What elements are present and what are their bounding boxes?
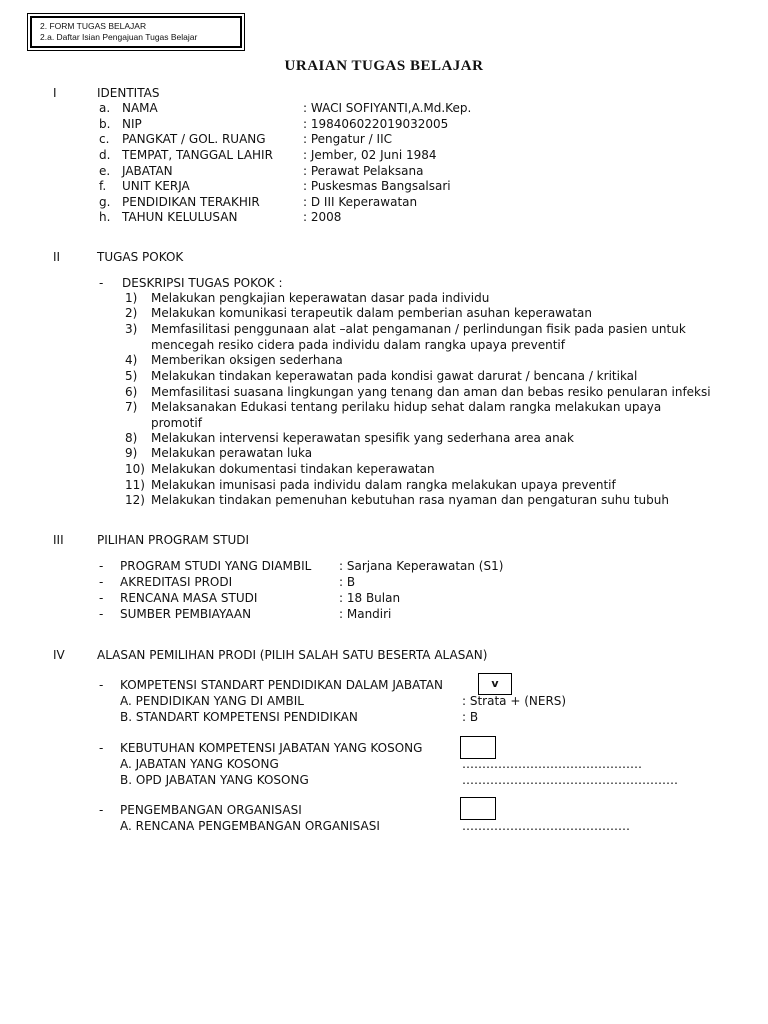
task-number: 5) [125,369,138,383]
task-text: Melakukan intervensi keperawatan spesifik yang sederhana area anak [151,431,574,445]
identitas-label: NIP [122,117,142,131]
bullet-dash: - [99,741,104,755]
section-heading-tugas-pokok: TUGAS POKOK [97,250,184,264]
checkbox-pengembangan-organisasi[interactable] [460,797,496,820]
program-studi-label: AKREDITASI PRODI [120,575,233,589]
task-text: Melakukan dokumentasi tindakan keperawatan [151,462,435,476]
section-number-iii: III [53,533,64,547]
document-title: URAIAN TUGAS BELAJAR [284,58,484,74]
identitas-label: PENDIDIKAN TERAKHIR [122,195,260,209]
task-text: Melakukan komunikasi terapeutik dalam pemberian asuhan keperawatan [151,306,592,320]
program-studi-value: : 18 Bulan [339,591,401,605]
alasan-sub-label: A. PENDIDIKAN YANG DI AMBIL [120,694,304,708]
task-text: Memfasilitasi penggunaan alat –alat pengamanan / perlindungan fisik pada pasien untuk [151,322,686,336]
section-number-ii: II [53,250,61,264]
identitas-value: : 198406022019032005 [303,117,449,131]
task-number: 7) [125,400,138,414]
identitas-letter: c. [99,132,110,146]
identitas-letter: a. [99,101,111,115]
identitas-letter: d. [99,148,111,162]
task-number: 10) [125,462,145,476]
bullet-dash: - [99,803,104,817]
identitas-letter: g. [99,195,111,209]
identitas-letter: b. [99,117,111,131]
task-number: 2) [125,306,138,320]
task-text: Memfasilitasi suasana lingkungan yang tenang dan aman dan bebas resiko penularan infeksi [151,385,711,399]
alasan-sub-label: B. OPD JABATAN YANG KOSONG [120,773,309,787]
identitas-label: PANGKAT / GOL. RUANG [122,132,266,146]
section-number-i: I [53,86,57,100]
alasan-sub-value: : B [462,710,479,724]
form-label-line1: 2. FORM TUGAS BELAJAR [40,21,147,31]
section-heading-alasan: ALASAN PEMILIHAN PRODI (PILIH SALAH SATU BESERTA ALASAN) [97,648,488,662]
task-text: Melakukan tindakan keperawatan pada kondisi gawat darurat / bencana / kritikal [151,369,638,383]
alasan-option-label: PENGEMBANGAN ORGANISASI [120,803,302,817]
identitas-label: TEMPAT, TANGGAL LAHIR [122,148,273,162]
alasan-option-label: KEBUTUHAN KOMPETENSI JABATAN YANG KOSONG [120,741,423,755]
task-text: Melaksanakan Edukasi tentang perilaku hidup sehat dalam rangka melakukan upaya [151,400,662,414]
identitas-value: : Jember, 02 Juni 1984 [303,148,437,162]
bullet-dash: - [99,591,104,605]
task-text: Melakukan tindakan pemenuhan kebutuhan rasa nyaman dan pengaturan suhu tubuh [151,493,669,507]
task-number: 1) [125,291,138,305]
program-studi-label: PROGRAM STUDI YANG DIAMBIL [120,559,312,573]
identitas-label: NAMA [122,101,158,115]
program-studi-label: RENCANA MASA STUDI [120,591,258,605]
bullet-dash: - [99,607,104,621]
identitas-value: : Pengatur / IIC [303,132,392,146]
task-number: 9) [125,446,138,460]
program-studi-value: : Mandiri [339,607,392,621]
task-number: 6) [125,385,138,399]
alasan-sub-label: B. STANDART KOMPETENSI PENDIDIKAN [120,710,358,724]
identitas-label: TAHUN KELULUSAN [122,210,238,224]
alasan-sub-label: A. JABATAN YANG KOSONG [120,757,279,771]
identitas-value: : D III Keperawatan [303,195,418,209]
alasan-sub-value: …………………………………… [462,819,630,833]
checkbox-kebutuhan-kompetensi[interactable] [460,736,496,759]
task-number: 11) [125,478,145,492]
task-number: 8) [125,431,138,445]
task-text: Melakukan imunisasi pada individu dalam rangka melakukan upaya preventif [151,478,616,492]
bullet-dash: - [99,559,104,573]
form-label-line2: 2.a. Daftar Isian Pengajuan Tugas Belajar [40,32,198,42]
alasan-sub-value: ……………………………………………… [462,773,678,787]
program-studi-value: : B [339,575,356,589]
alasan-sub-value: ……………………………………… [462,757,642,771]
task-text: Melakukan perawatan luka [151,446,313,460]
alasan-sub-value: : Strata + (NERS) [462,694,567,708]
identitas-value: : WACI SOFIYANTI,A.Md.Kep. [303,101,472,115]
identitas-value: : 2008 [303,210,342,224]
identitas-letter: f. [99,179,107,193]
identitas-value: : Perawat Pelaksana [303,164,424,178]
form-label-box [30,16,242,48]
task-text-continued: mencegah resiko cidera pada individu dalam rangka upaya preventif [151,338,565,352]
program-studi-value: : Sarjana Keperawatan (S1) [339,559,504,573]
task-number: 12) [125,493,145,507]
section-heading-identitas: IDENTITAS [97,86,160,100]
identitas-letter: h. [99,210,111,224]
bullet-dash: - [99,575,104,589]
section-heading-program-studi: PILIHAN PROGRAM STUDI [97,533,250,547]
identitas-value: : Puskesmas Bangsalsari [303,179,451,193]
checkbox-kompetensi-standart[interactable]: v [478,673,512,695]
program-studi-label: SUMBER PEMBIAYAAN [120,607,252,621]
bullet-dash: - [99,276,104,290]
bullet-dash: - [99,678,104,692]
section-number-iv: IV [53,648,65,662]
task-text-continued: promotif [151,416,202,430]
task-number: 4) [125,353,138,367]
alasan-sub-label: A. RENCANA PENGEMBANGAN ORGANISASI [120,819,380,833]
identitas-letter: e. [99,164,111,178]
task-text: Melakukan pengkajian keperawatan dasar pada individu [151,291,490,305]
task-text: Memberikan oksigen sederhana [151,353,343,367]
identitas-label: JABATAN [122,164,173,178]
task-number: 3) [125,322,138,336]
identitas-label: UNIT KERJA [122,179,190,193]
alasan-option-label: KOMPETENSI STANDART PENDIDIKAN DALAM JABATAN [120,678,443,692]
deskripsi-tugas-label: DESKRIPSI TUGAS POKOK : [122,276,283,290]
